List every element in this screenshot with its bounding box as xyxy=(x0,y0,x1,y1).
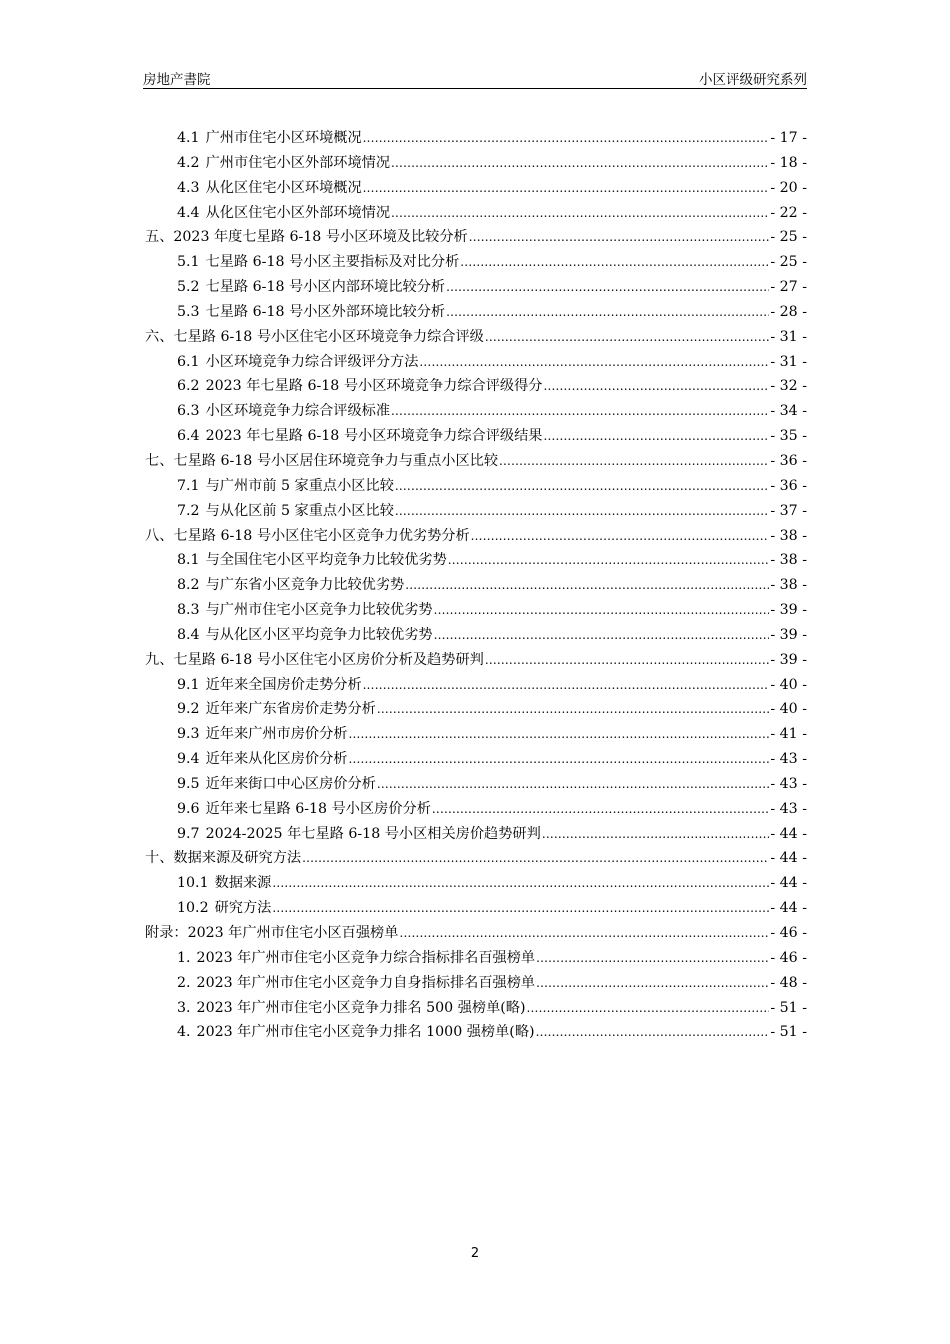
toc-entry-page: - 40 - xyxy=(770,676,807,693)
toc-entry-page: - 51 - xyxy=(770,1024,807,1041)
toc-leader-dots xyxy=(471,524,770,549)
toc-entry-text xyxy=(177,399,390,424)
toc-entry[interactable] xyxy=(145,921,807,946)
toc-entry-title: 五、2023 年度七星路 6-18 号小区环境及比较分析 xyxy=(145,229,468,246)
toc-entry-text xyxy=(177,747,347,772)
toc-entry[interactable] xyxy=(145,797,807,822)
toc-entry-number: 7.1 xyxy=(177,477,200,494)
toc-entry-page: - 43 - xyxy=(770,775,807,792)
toc-entry-page: - 25 - xyxy=(770,254,807,271)
toc-entry[interactable] xyxy=(145,300,807,325)
toc-entry-title: 广州市住宅小区外部环境情况 xyxy=(205,154,391,171)
toc-entry-page: - 38 - xyxy=(770,527,807,544)
toc-entry-title: 近年来广州市房价分析 xyxy=(205,726,348,743)
toc-entry-text xyxy=(177,424,542,449)
toc-entry-text xyxy=(177,548,447,573)
toc-leader-dots xyxy=(395,474,769,499)
toc-leader-dots xyxy=(432,797,769,822)
toc-leader-dots xyxy=(419,350,769,375)
toc-leader-dots xyxy=(399,921,769,946)
toc-entry-page: - 17 - xyxy=(770,130,807,146)
header-right-title: 小区评级研究系列 xyxy=(699,72,807,88)
toc-entry-text xyxy=(177,946,535,971)
toc-entry-text xyxy=(177,797,431,822)
toc-entry-text xyxy=(177,996,526,1021)
toc-entry-text xyxy=(177,673,362,698)
header-left-title: 房地产書院 xyxy=(143,72,211,88)
toc-entry-number: 4.1 xyxy=(177,130,200,146)
toc-entry[interactable] xyxy=(145,772,807,797)
toc-entry[interactable] xyxy=(145,1020,807,1045)
toc-entry-title: 2023 年广州市住宅小区竞争力自身指标排名百强榜单 xyxy=(196,974,536,991)
toc-entry-number: 8.4 xyxy=(177,626,200,643)
toc-entry-page: - 34 - xyxy=(770,403,807,420)
toc-entry[interactable] xyxy=(145,573,807,598)
toc-entry[interactable] xyxy=(145,946,807,971)
toc-leader-dots xyxy=(302,846,769,871)
toc-entry-number: 4.4 xyxy=(177,204,200,221)
toc-entry[interactable] xyxy=(145,697,807,722)
toc-entry-title: 七、七星路 6-18 号小区居住环境竞争力与重点小区比较 xyxy=(145,452,499,469)
page-header xyxy=(143,66,807,89)
toc-entry-page: - 39 - xyxy=(770,626,807,643)
toc-entry-text xyxy=(177,474,394,499)
toc-entry-text xyxy=(177,623,433,648)
toc-leader-dots xyxy=(542,822,770,847)
toc-entry-text xyxy=(177,499,394,524)
toc-entry-number: 8.3 xyxy=(177,602,200,619)
toc-entry-title: 近年来全国房价走势分析 xyxy=(205,676,362,693)
toc-entry-number: 9.3 xyxy=(177,726,200,743)
toc-leader-dots xyxy=(485,648,769,673)
toc-entry[interactable] xyxy=(145,499,807,524)
toc-entry[interactable] xyxy=(145,225,807,250)
toc-entry-number: 3. xyxy=(177,999,191,1016)
toc-entry[interactable] xyxy=(145,623,807,648)
toc-entry[interactable] xyxy=(145,971,807,996)
toc-entry-page: - 32 - xyxy=(770,378,807,395)
toc-leader-dots xyxy=(377,772,769,797)
toc-entry[interactable] xyxy=(145,275,807,300)
toc-entry-title: 数据来源 xyxy=(214,875,272,892)
toc-entry-title: 2023 年广州市住宅小区竞争力综合指标排名百强榜单 xyxy=(196,949,536,966)
toc-entry-number: 4.2 xyxy=(177,154,200,171)
toc-entry[interactable] xyxy=(145,524,807,549)
toc-leader-dots xyxy=(272,871,769,896)
toc-entry-page: - 40 - xyxy=(770,701,807,718)
toc-entry-title: 近年来街口中心区房价分析 xyxy=(205,775,376,792)
toc-entry-text xyxy=(177,697,376,722)
toc-entry-text xyxy=(177,151,390,176)
toc-entry-text xyxy=(177,971,535,996)
toc-entry[interactable] xyxy=(145,151,807,176)
toc-entry-number: 9.1 xyxy=(177,676,200,693)
toc-entry[interactable] xyxy=(145,673,807,698)
toc-entry-page: - 46 - xyxy=(770,925,807,941)
toc-entry[interactable] xyxy=(145,374,807,399)
toc-entry-title: 小区环境竞争力综合评级评分方法 xyxy=(205,353,419,370)
toc-leader-dots xyxy=(485,325,769,350)
toc-leader-dots xyxy=(536,1020,770,1045)
toc-entry-text xyxy=(177,275,445,300)
toc-entry-text xyxy=(177,871,271,896)
toc-entry-page: - 48 - xyxy=(770,974,807,991)
toc-entry-number: 5.2 xyxy=(177,279,200,296)
toc-entry-title: 2023 年广州市住宅小区竞争力排名 500 强榜单(略) xyxy=(196,999,526,1016)
toc-entry-number: 4. xyxy=(177,1024,191,1041)
toc-entry[interactable] xyxy=(145,747,807,772)
toc-leader-dots xyxy=(536,971,769,996)
page-number: 2 xyxy=(470,1246,480,1261)
toc-entry[interactable] xyxy=(145,722,807,747)
toc-entry-number: 10.2 xyxy=(177,900,209,917)
toc-leader-dots xyxy=(391,399,769,424)
toc-entry-page: - 36 - xyxy=(770,452,807,469)
toc-entry-text xyxy=(177,722,347,747)
toc-entry-text xyxy=(145,524,470,549)
toc-leader-dots xyxy=(527,996,770,1021)
toc-entry-number: 9.4 xyxy=(177,751,200,768)
toc-entry-text xyxy=(177,300,445,325)
toc-entry-number: 8.2 xyxy=(177,577,200,594)
toc-entry-text xyxy=(177,126,362,151)
toc-entry-title: 近年来七星路 6-18 号小区房价分析 xyxy=(205,800,431,817)
toc-entry[interactable] xyxy=(145,871,807,896)
toc-entry[interactable] xyxy=(145,896,807,921)
toc-entry-page: - 44 - xyxy=(770,825,807,842)
toc-entry-title: 广州市住宅小区环境概况 xyxy=(205,130,362,146)
toc-entry-title: 与从化区前 5 家重点小区比较 xyxy=(205,502,394,519)
toc-entry-number: 8.1 xyxy=(177,552,200,569)
toc-entry-page: - 46 - xyxy=(770,949,807,966)
toc-entry-title: 从化区住宅小区外部环境情况 xyxy=(205,204,391,221)
toc-entry-title: 2023 年七星路 6-18 号小区环境竞争力综合评级得分 xyxy=(205,378,543,395)
toc-entry-title: 十、数据来源及研究方法 xyxy=(145,850,302,867)
toc-leader-dots xyxy=(363,673,770,698)
toc-entry-page: - 31 - xyxy=(770,328,807,345)
toc-entry-text xyxy=(145,225,468,250)
toc-entry[interactable] xyxy=(145,449,807,474)
toc-leader-dots xyxy=(446,275,769,300)
toc-entry[interactable] xyxy=(145,822,807,847)
toc-entry-page: - 41 - xyxy=(770,726,807,743)
toc-entry-number: 9.6 xyxy=(177,800,200,817)
toc-entry-title: 2023 年七星路 6-18 号小区环境竞争力综合评级结果 xyxy=(205,428,543,445)
toc-entry-number: 5.3 xyxy=(177,303,200,320)
toc-leader-dots xyxy=(460,250,769,275)
toc-entry-number: 4.3 xyxy=(177,179,200,196)
toc-entry-text xyxy=(177,350,418,375)
toc-entry[interactable] xyxy=(145,474,807,499)
toc-entry-text xyxy=(145,325,484,350)
toc-entry[interactable] xyxy=(145,201,807,226)
toc-entry-text xyxy=(145,846,301,871)
toc-entry-title: 从化区住宅小区环境概况 xyxy=(205,179,362,196)
toc-entry[interactable] xyxy=(145,846,807,871)
toc-entry-text xyxy=(177,176,362,201)
toc-leader-dots xyxy=(448,548,770,573)
toc-entry-text xyxy=(177,772,376,797)
toc-entry-text xyxy=(177,598,433,623)
toc-entry[interactable] xyxy=(145,126,807,151)
toc-entry-page: - 36 - xyxy=(770,477,807,494)
toc-entry-title: 近年来从化区房价分析 xyxy=(205,751,348,768)
toc-leader-dots xyxy=(272,896,769,921)
toc-entry-page: - 20 - xyxy=(770,179,807,196)
toc-entry-title: 与广州市住宅小区竞争力比较优劣势 xyxy=(205,602,433,619)
toc-entry[interactable] xyxy=(145,176,807,201)
toc-entry-number: 9.2 xyxy=(177,701,200,718)
toc-entry[interactable] xyxy=(145,350,807,375)
toc-entry-title: 2023 年广州市住宅小区竞争力排名 1000 强榜单(略) xyxy=(196,1024,535,1041)
toc-entry-text xyxy=(177,1020,535,1045)
toc-entry-page: - 44 - xyxy=(770,875,807,892)
toc-entry[interactable] xyxy=(145,424,807,449)
toc-entry-page: - 18 - xyxy=(770,154,807,171)
toc-leader-dots xyxy=(434,623,770,648)
toc-entry-title: 九、七星路 6-18 号小区住宅小区房价分析及趋势研判 xyxy=(145,651,484,668)
toc-entry-title: 研究方法 xyxy=(214,900,272,917)
toc-leader-dots xyxy=(499,449,769,474)
toc-entry-text xyxy=(177,250,459,275)
toc-entry-page: - 44 - xyxy=(770,850,807,867)
toc-entry[interactable] xyxy=(145,548,807,573)
toc-entry-title: 六、七星路 6-18 号小区住宅小区环境竞争力综合评级 xyxy=(145,328,484,345)
toc-entry-number: 9.5 xyxy=(177,775,200,792)
toc-leader-dots xyxy=(348,722,769,747)
toc-entry[interactable] xyxy=(145,399,807,424)
toc-entry-page: - 25 - xyxy=(770,229,807,246)
toc-entry-page: - 38 - xyxy=(770,552,807,569)
toc-leader-dots xyxy=(543,374,769,399)
toc-entry-number: 6.1 xyxy=(177,353,200,370)
toc-leader-dots xyxy=(395,499,769,524)
toc-entry-number: 6.3 xyxy=(177,403,200,420)
toc-entry-title: 与从化区小区平均竞争力比较优劣势 xyxy=(205,626,433,643)
toc-entry-title: 七星路 6-18 号小区主要指标及对比分析 xyxy=(205,254,460,271)
toc-entry-title: 小区环境竞争力综合评级标准 xyxy=(205,403,391,420)
toc-entry-title: 八、七星路 6-18 号小区住宅小区竞争力优劣势分析 xyxy=(145,527,470,544)
toc-entry[interactable] xyxy=(145,996,807,1021)
toc-entry[interactable] xyxy=(145,648,807,673)
toc-entry-page: - 31 - xyxy=(770,353,807,370)
toc-leader-dots xyxy=(446,300,769,325)
toc-entry-title: 与广州市前 5 家重点小区比较 xyxy=(205,477,394,494)
toc-entry-title: 与全国住宅小区平均竞争力比较优劣势 xyxy=(205,552,447,569)
toc-entry-page: - 43 - xyxy=(770,751,807,768)
toc-entry-text xyxy=(177,896,271,921)
toc-entry-title: 近年来广东省房价走势分析 xyxy=(205,701,376,718)
toc-entry-number: 10.1 xyxy=(177,875,209,892)
toc-entry-number: 7.2 xyxy=(177,502,200,519)
toc-entry-title: 七星路 6-18 号小区内部环境比较分析 xyxy=(205,279,446,296)
toc-entry-text xyxy=(177,201,390,226)
toc-leader-dots xyxy=(543,424,769,449)
toc-entry-number: 5.1 xyxy=(177,254,200,271)
toc-entry-page: - 22 - xyxy=(770,204,807,221)
toc-entry-page: - 37 - xyxy=(770,502,807,519)
toc-entry-text xyxy=(145,449,498,474)
toc-entry-text xyxy=(177,374,542,399)
toc-entry-text xyxy=(145,648,484,673)
toc-entry[interactable] xyxy=(145,598,807,623)
toc-entry-text xyxy=(177,822,541,847)
toc-entry-number: 9.7 xyxy=(177,825,200,842)
toc-entry-title: 七星路 6-18 号小区外部环境比较分析 xyxy=(205,303,446,320)
toc-entry-number: 6.2 xyxy=(177,378,200,395)
toc-entry[interactable] xyxy=(145,250,807,275)
toc-entry-page: - 51 - xyxy=(770,999,807,1016)
toc-entry-page: - 43 - xyxy=(770,800,807,817)
toc-leader-dots xyxy=(363,176,770,201)
toc-entry-page: - 27 - xyxy=(770,279,807,296)
toc-leader-dots xyxy=(405,573,769,598)
toc-leader-dots xyxy=(391,151,769,176)
toc-leader-dots xyxy=(469,225,770,250)
toc-entry-title: 附录：2023 年广州市住宅小区百强榜单 xyxy=(145,925,399,941)
toc-entry-page: - 38 - xyxy=(770,577,807,594)
toc-entry-text xyxy=(177,573,404,598)
toc-entry-number: 1. xyxy=(177,949,191,966)
toc-entry-title: 与广东省小区竞争力比较优劣势 xyxy=(205,577,405,594)
table-of-contents xyxy=(145,126,807,1045)
toc-entry-title: 2024-2025 年七星路 6-18 号小区相关房价趋势研判 xyxy=(205,825,541,842)
toc-entry-page: - 35 - xyxy=(770,428,807,445)
toc-entry-text xyxy=(145,921,398,946)
toc-leader-dots xyxy=(377,697,769,722)
toc-leader-dots xyxy=(363,126,770,151)
toc-entry-page: - 39 - xyxy=(770,602,807,619)
toc-entry[interactable] xyxy=(145,325,807,350)
toc-entry-page: - 44 - xyxy=(770,900,807,917)
toc-entry-number: 6.4 xyxy=(177,428,200,445)
toc-leader-dots xyxy=(348,747,769,772)
toc-leader-dots xyxy=(536,946,769,971)
toc-leader-dots xyxy=(434,598,770,623)
toc-entry-page: - 39 - xyxy=(770,651,807,668)
toc-entry-number: 2. xyxy=(177,974,191,991)
toc-leader-dots xyxy=(391,201,769,226)
toc-entry-page: - 28 - xyxy=(770,303,807,320)
